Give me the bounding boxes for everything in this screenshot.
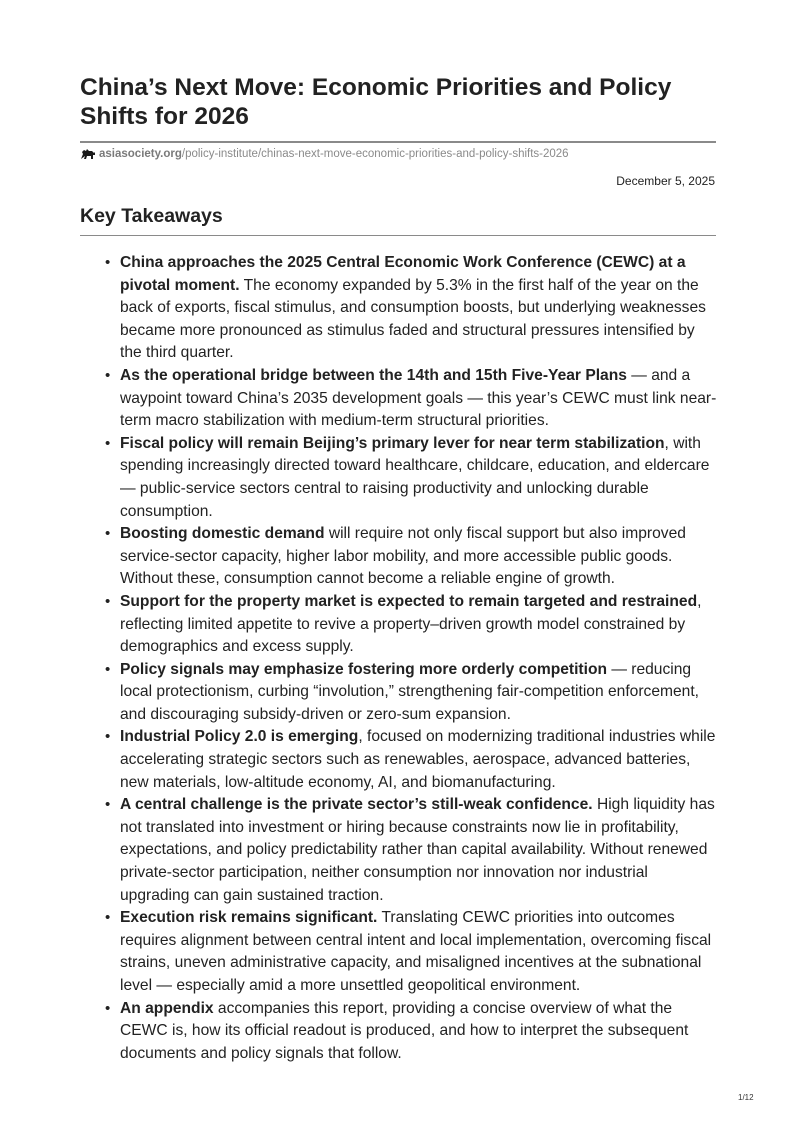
bullet-icon: • <box>105 366 111 384</box>
takeaway-item <box>105 252 720 365</box>
bullet-icon: • <box>105 728 111 746</box>
takeaway-item <box>105 726 720 794</box>
takeaway-lead: Boosting domestic demand <box>120 525 325 543</box>
section-heading: Key Takeaways <box>80 205 223 227</box>
takeaway-item <box>105 794 720 907</box>
takeaway-text: The economy expanded by 5.3% in the first half of the year on the back of exports, fiscal stimulus, and consumption boosts, but underlying weaknesses became more pronounced as stimulus faded and structural pressures intensified by the third quarter. <box>120 276 706 362</box>
takeaway-text: will require not only fiscal support but also improved service-sector capacity, higher labor mobility, and more accessible public goods. Without these, consumption cannot become a reliable engine of growth. <box>120 525 686 588</box>
bullet-icon: • <box>105 796 111 814</box>
lion-logo-icon <box>80 148 96 160</box>
bullet-icon: • <box>105 999 111 1017</box>
takeaway-item <box>105 591 720 659</box>
takeaway-lead: An appendix <box>120 999 214 1017</box>
takeaway-text: accompanies this report, providing a concise overview of what the CEWC is, how its official readout is produced, and how to interpret the subsequent documents and policy signals that follow. <box>120 999 689 1062</box>
takeaway-lead: Support for the property market is expected to remain targeted and restrained <box>120 592 698 610</box>
section-divider <box>80 235 716 236</box>
title-divider <box>80 141 716 143</box>
takeaway-text: — and a waypoint toward China’s 2035 development goals — this year’s CEWC must link near-term macro stabilization with medium-term structural priorities. <box>120 366 717 430</box>
document-title: China’s Next Move: Economic Priorities and Policy Shifts for 2026 <box>80 74 672 130</box>
takeaway-item <box>105 523 720 591</box>
takeaway-item <box>105 998 720 1066</box>
takeaways-list <box>105 252 720 1065</box>
takeaway-item <box>105 433 720 523</box>
publication-date: December 5, 2025 <box>616 174 715 188</box>
takeaway-item <box>105 365 720 433</box>
bullet-icon: • <box>105 909 111 927</box>
bullet-icon: • <box>105 525 111 543</box>
takeaway-item <box>105 907 720 997</box>
takeaway-text: — reducing local protectionism, curbing “involution,” strengthening fair-competition enforcement, and discouraging subsidy-driven or zero-sum expansion. <box>120 660 699 723</box>
takeaway-lead: China approaches the 2025 Central Economic Work Conference (CEWC) at a pivotal moment. <box>120 254 686 294</box>
takeaway-lead: Execution risk remains significant. <box>120 909 378 927</box>
takeaway-text: , with spending increasingly directed toward healthcare, childcare, education, and eldercare — public-service sectors central to raising productivity and unlocking durable consumption. <box>120 434 710 520</box>
takeaway-text: , focused on modernizing traditional industries while accelerating strategic sectors such as renewables, aerospace, advanced batteries, new materials, low-altitude economy, AI, and biomanufacturing. <box>120 728 716 791</box>
bullet-icon: • <box>105 660 111 678</box>
bullet-icon: • <box>105 254 111 271</box>
takeaway-lead: Industrial Policy 2.0 is emerging <box>120 728 359 746</box>
takeaway-text: , reflecting limited appetite to revive a property–driven growth model constrained by demographics and excess supply. <box>120 592 702 656</box>
source-domain[interactable]: asiasociety.org <box>99 148 182 160</box>
source-path[interactable]: /policy-institute/chinas-next-move-economic-priorities-and-policy-shifts-2026 <box>181 148 569 160</box>
source-url[interactable] <box>80 148 569 160</box>
takeaway-text: High liquidity has not translated into investment or hiring because constraints now lie in profitability, expectations, and policy predictability rather than capital availability. Without renewed private-sector participation, neither consumption nor innovation nor industrial upgrading can gain sustained traction. <box>120 796 715 904</box>
takeaway-lead: A central challenge is the private sector’s still-weak confidence. <box>120 796 593 814</box>
takeaway-lead: Fiscal policy will remain Beijing’s primary lever for near term stabilization <box>120 434 665 452</box>
takeaway-lead: Policy signals may emphasize fostering more orderly competition <box>120 660 608 678</box>
takeaway-lead: As the operational bridge between the 14th and 15th Five-Year Plans <box>120 366 627 384</box>
page-number: 1/12 <box>738 1093 754 1102</box>
takeaway-text: Translating CEWC priorities into outcomes requires alignment between central intent and local implementation, overcoming fiscal strains, uneven administrative capacity, and misaligned incentives at the subnational level — especially amid a more unsettled geopolitical environment. <box>120 909 712 994</box>
bullet-icon: • <box>105 592 111 610</box>
takeaway-item <box>105 659 720 727</box>
bullet-icon: • <box>105 434 111 452</box>
